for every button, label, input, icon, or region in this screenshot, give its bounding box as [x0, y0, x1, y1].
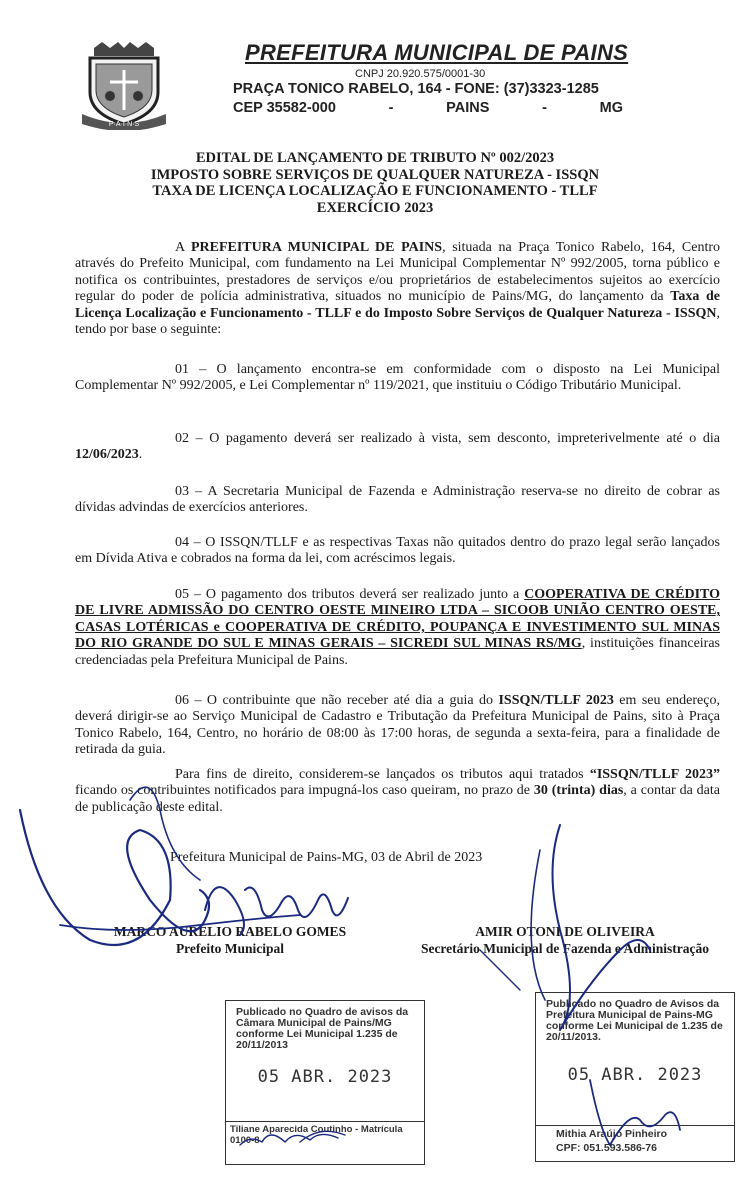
item-05: [75, 587, 720, 669]
right-signatory-role: Secretário Municipal de Fazenda e Administração: [420, 941, 710, 956]
due-date: 12/06/2023: [75, 447, 139, 463]
text-run: em seu endereço, deverá dirigir-se ao Serviço Municipal de Cadastro e Tributação da Prefeitura Municipal de Pains, sito à Praça Tonico Rabelo, 164, Centro, no horário de 08:00 às 17:00 horas, de segunda a sexta-feira, para a finalidade de retirada da guia.: [75, 693, 720, 758]
item-02: [75, 431, 720, 464]
stamp-signer-name: Mithia Araújo Pinheiro: [556, 1128, 668, 1140]
cep-line: [233, 100, 623, 116]
city-text: PAINS: [446, 100, 490, 116]
left-signatory-name: MARCO AURÉLIO RABELO GOMES: [113, 924, 347, 939]
state-text: MG: [599, 100, 623, 116]
item-04: 04 – O ISSQN/TLLF e as respectivas Taxas não quitados dentro do prazo legal serão lançados em Dívida Ativa e cobrados na forma da lei, com acréscimos legais.: [75, 535, 720, 567]
text-run: Para fins de direito, considerem-se lançados os tributos aqui tratados: [175, 767, 590, 782]
bank-names: COOPERATIVA DE CRÉDITO DE LIVRE ADMISSÃO DO CENTRO OESTE MINEIRO LTDA – SICOOB UNIÃO CENTRO OESTE, CASAS LOTÉRICAS e COOPERATIVA DE CRÉDITO, POUPANÇA E INVESTIMENTO SUL MINAS DO RIO GRANDE DO SUL E MINAS GERAIS – SICREDI SUL MINAS RS/MG: [75, 587, 720, 652]
bold-run: ISSQN/TLLF 2023: [498, 693, 614, 708]
separator: -: [388, 100, 394, 116]
edict-title-line: EXERCÍCIO 2023: [316, 199, 434, 216]
text-run: ficando os contribuintes notificados para impugná-los caso queiram, no prazo de: [75, 783, 534, 799]
item-01: 01 – O lançamento encontra-se em conformidade com o disposto na Lei Municipal Complementar Nº 992/2005, e Lei Complementar nº 119/2021, que instituiu o Código Tributário Municipal.: [75, 362, 720, 394]
address-text: PRAÇA TONICO RABELO, 164 - FONE: (37)3323-1285: [233, 81, 599, 97]
stamp-date: 05 ABR. 2023: [257, 1067, 393, 1087]
right-signatory-name: AMIR OTONI DE OLIVEIRA: [475, 924, 655, 939]
stamp-signer-cpf: CPF: 051.593.586-76: [556, 1142, 657, 1154]
edict-title-line: IMPOSTO SOBRE SERVIÇOS DE QUALQUER NATUREZA - ISSQN: [150, 166, 600, 183]
text-run: A: [175, 240, 191, 255]
stamp-text: Publicado no Quadro de avisos da Câmara Municipal de Pains/MG conforme Lei Municipal 1.235 de 20/11/2013: [236, 1006, 409, 1051]
text-run: .: [138, 447, 143, 463]
stamp-footer: Tiliane Aparecida Coutinho - Matrícula 0100-8: [230, 1124, 403, 1146]
text-run: 02 – O pagamento deverá ser realizado à vista, sem desconto, impreterivelmente até o dia: [175, 431, 720, 446]
text-run: , a contar da data de publicação deste edital.: [75, 783, 720, 815]
left-signatory-role: Prefeito Municipal: [175, 941, 285, 956]
text-run: 06 – O contribuinte que não receber até dia a guia do: [175, 693, 499, 708]
municipal-seal-icon: [80, 40, 168, 130]
text-run: 05 – O pagamento dos tributos deverá ser realizado junto a: [175, 587, 525, 602]
text-run: , tendo por base o seguinte:: [75, 305, 720, 338]
cnpj-text: CNPJ 20.920.575/0001-30: [355, 68, 486, 80]
stamp-date: 05 ABR. 2023: [567, 1065, 703, 1085]
bold-run: “ISSQN/TLLF 2023”: [589, 767, 720, 782]
item-03: 03 – A Secretaria Municipal de Fazenda e Administração reserva-se no direito de cobrar as dívidas advindas de exercícios anteriores.: [75, 484, 720, 516]
stamp-text: Publicado no Quadro de Avisos da Prefeitura Municipal de Pains-MG conforme Lei Municipal de 1.235 de 20/11/2013.: [546, 998, 723, 1043]
page-title: PREFEITURA MUNICIPAL DE PAINS: [245, 40, 629, 65]
edict-title-line: TAXA DE LICENÇA LOCALIZAÇÃO E FUNCIONAMENTO - TLLF: [152, 183, 598, 199]
text-run: , instituições financeiras credenciadas pela Prefeitura Municipal de Pains.: [75, 636, 721, 668]
cep-text: CEP 35582-000: [233, 100, 336, 116]
edict-title-line: EDITAL DE LANÇAMENTO DE TRIBUTO Nº 002/2023: [195, 150, 555, 166]
edict-titles: [60, 150, 690, 216]
item-06: [75, 693, 720, 759]
handwritten-signatures-icon: [0, 750, 750, 1190]
bold-run: PREFEITURA MUNICIPAL DE PAINS: [190, 240, 443, 255]
bold-run: Taxa de Licença Localização e Funcionamento - TLLF e do Imposto Sobre Serviços de Qualquer Natureza - ISSQN: [75, 289, 720, 321]
intro-paragraph: [75, 240, 720, 338]
text-run: , situada na Praça Tonico Rabelo, 164, Centro através do Prefeito Municipal, com fundamento na Lei Municipal Complementar Nº 992/2005, torna público e notifica os contribuintes, prestadores de serviços e/ou proprietários de estabelecimentos sujeitos ao exercício regular do poder de polícia administrativa, situados no município de Pains/MG, do lançamento da: [75, 240, 720, 305]
place-date: Prefeitura Municipal de Pains-MG, 03 de Abril de 2023: [170, 850, 483, 865]
seal-text: P·A·I·N·S: [108, 121, 140, 128]
separator: -: [542, 100, 547, 116]
deadline: 30 (trinta) dias: [533, 783, 624, 799]
